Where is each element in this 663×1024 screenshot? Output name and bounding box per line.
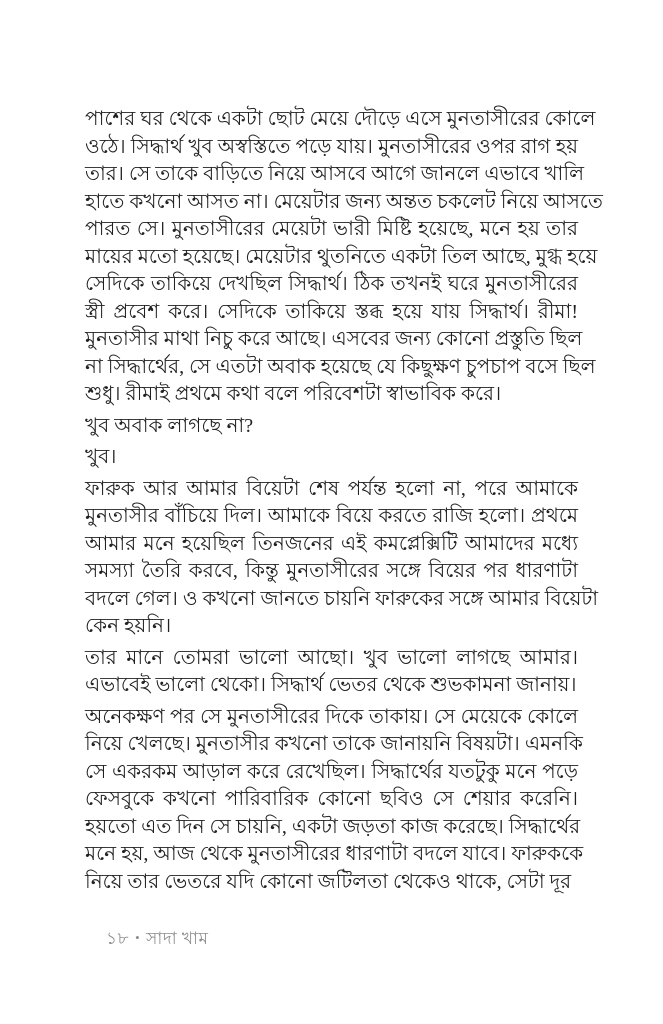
text-line: খুব। bbox=[85, 446, 117, 468]
paragraph bbox=[85, 704, 584, 897]
text-line: শুধু। রীমাই প্রথমে কথা বলে পরিবেশটা স্বাভাবিক করে। bbox=[85, 383, 502, 405]
paragraph bbox=[85, 645, 578, 700]
text-line: আমার মনে হয়েছিল তিনজনের এই কমপ্লেক্সিটি আমাদের মধ্যে bbox=[85, 532, 578, 555]
text-line: কেন হয়নি। bbox=[85, 615, 172, 637]
text-line: সে একরকম আড়াল করে রেখেছিল। সিদ্ধার্থের যতটুকু মনে পড়ে bbox=[85, 760, 578, 783]
text-line: পাশের ঘর থেকে একটা ছোট মেয়ে দৌড়ে এসে মুনতাসীরের কোলে bbox=[85, 108, 596, 130]
page-footer bbox=[106, 926, 208, 954]
bullet-separator-icon: • bbox=[135, 930, 141, 945]
text-line: হাতে কখনো আসত না। মেয়েটার জন্য অন্তত চকলেট নিয়ে আসতে bbox=[85, 190, 603, 213]
text-line: সেদিকে তাকিয়ে দেখছিল সিদ্ধার্থ। ঠিক তখনই ঘরে মুনতাসীরের bbox=[85, 273, 578, 295]
text-line: মায়ের মতো হয়েছে। মেয়েটার থুতনিতে একটা তিল আছে, মুগ্ধ হয়ে bbox=[85, 245, 598, 268]
book-title: সাদা খাম bbox=[146, 929, 209, 948]
text-line: ফেসবুকে কখনো পারিবারিক কোনো ছবিও সে শেয়ার করেনি। bbox=[85, 788, 578, 810]
text-line: তার। সে তাকে বাড়িতে নিয়ে আসবে আগে জানলে এভাবে খালি bbox=[85, 163, 584, 185]
text-line: নিয়ে তার ভেতরে যদি কোনো জটিলতা থেকেও থাকে, সেটা দূর bbox=[85, 870, 572, 893]
text-line: স্ত্রী প্রবেশ করে। সেদিকে তাকিয়ে স্তব্ধ হয়ে যায় সিদ্ধার্থ। রীমা! bbox=[85, 300, 578, 323]
text-line: পারত সে। মুনতাসীরের মেয়েটা ভারী মিষ্টি হয়েছে, মনে হয় তার bbox=[85, 218, 578, 240]
text-line: তার মানে তোমরা ভালো আছো। খুব ভালো লাগছে আমার। bbox=[85, 646, 578, 669]
paragraph bbox=[85, 444, 578, 472]
text-line: ওঠে। সিদ্ধার্থ খুব অস্বস্তিতে পড়ে যায়। মুনতাসীরের ওপর রাগ হয় bbox=[85, 135, 578, 158]
paragraph bbox=[85, 413, 578, 441]
text-line: নিয়ে খেলছে। মুনতাসীর কখনো তাকে জানায়নি বিষয়টা। এমনকি bbox=[85, 733, 583, 755]
text-line: এভাবেই ভালো থেকো। সিদ্ধার্থ ভেতর থেকে শুভকামনা জানায়। bbox=[85, 674, 577, 696]
text-body bbox=[85, 106, 603, 900]
page-number: ১৮ bbox=[106, 929, 130, 948]
text-line: মুনতাসীর মাথা নিচু করে আছে। এসবের জন্য কোনো প্রস্তুতি ছিল bbox=[85, 328, 583, 350]
paragraph bbox=[85, 106, 603, 409]
text-line: মুনতাসীর বাঁচিয়ে দিল। আমাকে বিয়ে করতে রাজি হলো। প্রথমে bbox=[85, 505, 578, 527]
paragraph bbox=[85, 476, 599, 641]
text-line: মনে হয়, আজ থেকে মুনতাসীরের ধারণাটা বদলে যাবে। ফারুককে bbox=[85, 843, 584, 865]
text-line: অনেকক্ষণ পর সে মুনতাসীরের দিকে তাকায়। সে মেয়েকে কোলে bbox=[85, 705, 578, 728]
text-line: না সিদ্ধার্থের, সে এতটা অবাক হয়েছে যে কিছুক্ষণ চুপচাপ বসে ছিল bbox=[85, 355, 596, 378]
text-line: বদলে গেল। ও কখনো জানতে চায়নি ফারুকের সঙ্গে আমার বিয়েটা bbox=[85, 587, 599, 610]
text-line: খুব অবাক লাগছে না? bbox=[85, 414, 254, 437]
text-line: হয়তো এত দিন সে চায়নি, একটা জড়তা কাজ করেছে। সিদ্ধার্থের bbox=[85, 815, 581, 838]
text-line: সমস্যা তৈরি করবে, কিন্তু মুনতাসীরের সঙ্গে বিয়ের পর ধারণাটা bbox=[85, 560, 578, 582]
text-line: ফারুক আর আমার বিয়েটা শেষ পর্যন্ত হলো না, পরে আমাকে bbox=[85, 477, 578, 500]
